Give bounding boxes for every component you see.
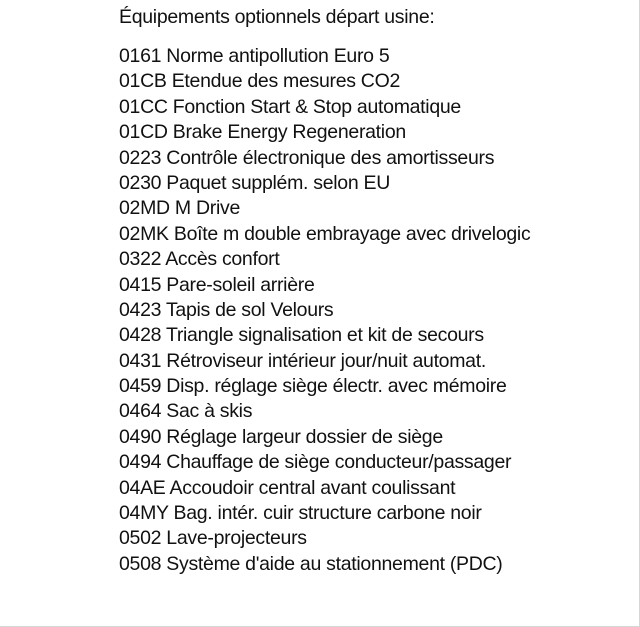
option-item: 0223 Contrôle électronique des amortisseurs xyxy=(119,146,495,169)
option-item: 04MY Bag. intér. cuir structure carbone noir xyxy=(119,502,482,525)
option-item: 0502 Lave-projecteurs xyxy=(119,527,307,550)
option-item: 0423 Tapis de sol Velours xyxy=(119,298,334,321)
option-item: 0161 Norme antipollution Euro 5 xyxy=(119,45,390,67)
option-item: 01CD Brake Energy Regeneration xyxy=(119,121,406,144)
option-item: 0428 Triangle signalisation et kit de secours xyxy=(119,324,484,347)
option-item: 01CC Fonction Start & Stop automatique xyxy=(119,95,461,118)
option-item: 01CB Etendue des mesures CO2 xyxy=(119,70,401,93)
option-item: 0464 Sac à skis xyxy=(119,400,253,423)
section-heading: Équipements optionnels départ usine: xyxy=(119,6,435,28)
option-item: 0322 Accès confort xyxy=(119,248,280,271)
option-item: 0494 Chauffage de siège conducteur/passager xyxy=(119,451,512,474)
option-item: 0459 Disp. réglage siège électr. avec mémoire xyxy=(119,375,507,398)
option-item: 0415 Pare-soleil arrière xyxy=(119,273,315,296)
option-item: 04AE Accoudoir central avant coulissant xyxy=(119,476,456,499)
option-item: 0490 Réglage largeur dossier de siège xyxy=(119,425,443,448)
option-item: 02MK Boîte m double embrayage avec drivelogic xyxy=(119,222,531,245)
option-item: 02MD M Drive xyxy=(119,197,240,220)
option-item: 0431 Rétroviseur intérieur jour/nuit automat. xyxy=(119,349,486,372)
option-item: 0230 Paquet supplém. selon EU xyxy=(119,171,390,194)
option-item: 0508 Système d'aide au stationnement (PDC) xyxy=(119,552,503,575)
option-list xyxy=(119,44,530,577)
